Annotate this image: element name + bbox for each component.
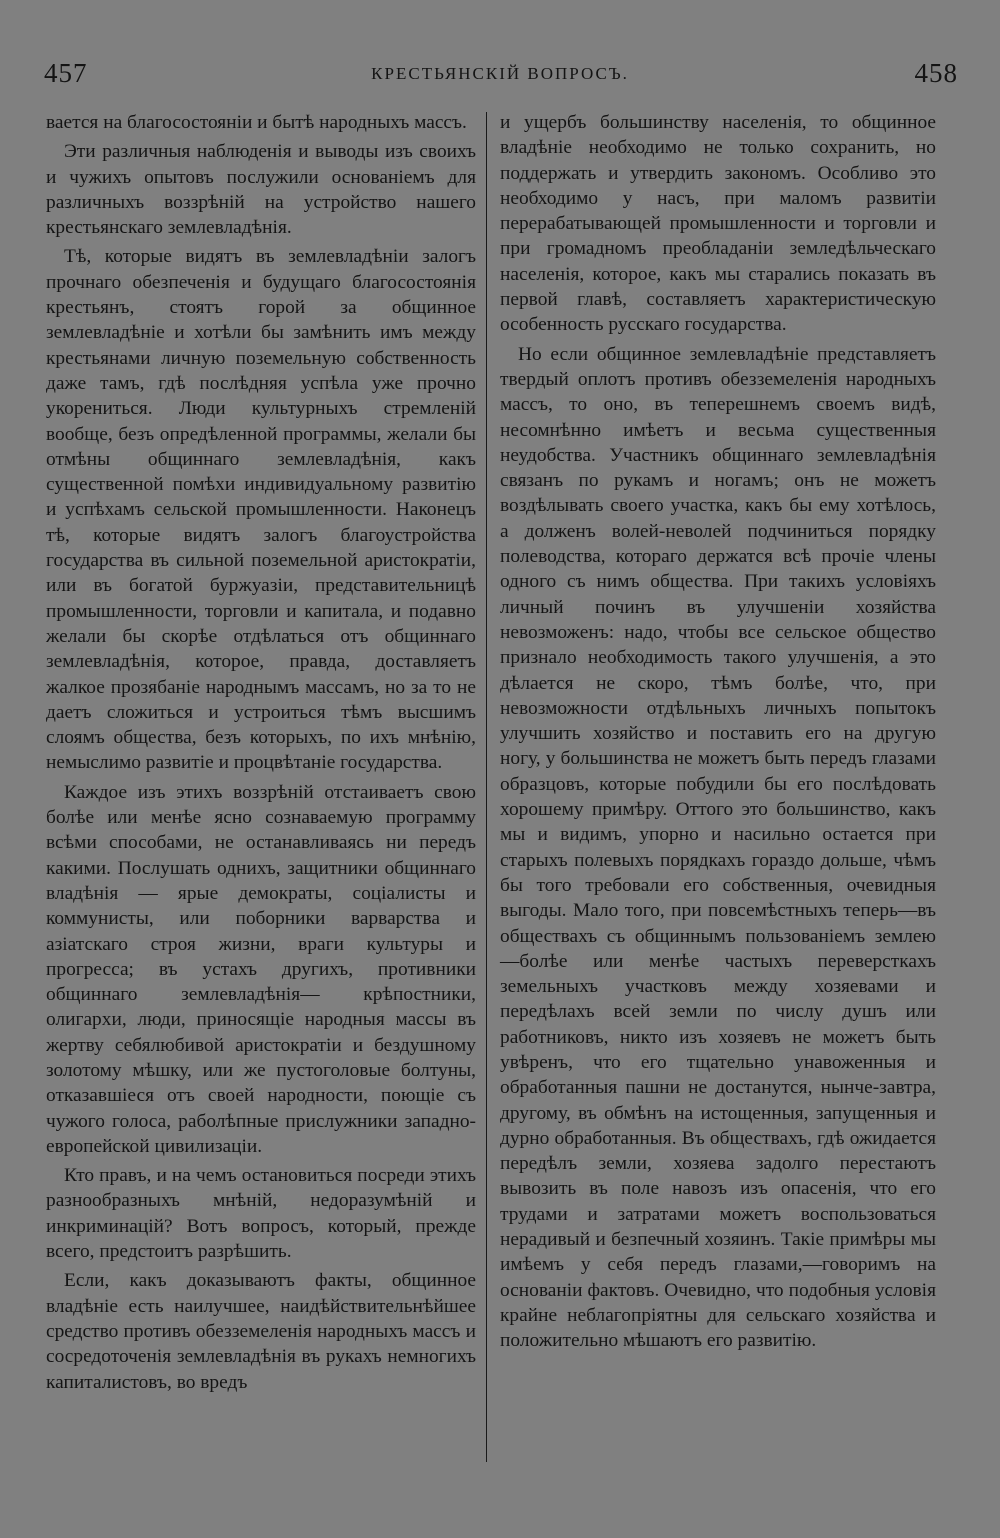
- paragraph: Но если общинное землевладѣніе представляетъ твердый оплотъ противъ обезземеленія народныхъ массъ, то оно, въ теперешнемъ своемъ видѣ, несомнѣнно имѣетъ и весьма существенныя неудобства. Участникъ общиннаго землевладѣнія связанъ по рукамъ и ногамъ; онъ не можетъ воздѣлывать своего участка, какъ бы ему хотѣлось, а долженъ волей-неволей подчиниться порядку полеводства, котораго держатся всѣ прочіе члены одного съ нимъ общества. При такихъ условіяхъ личный починъ въ улучшеніи хозяйства невозможенъ: надо, чтобы все сельское общество признало необходимость такого улучшенія, а это дѣлается не скоро, тѣмъ болѣе, что, при невозможности отдѣльныхъ личныхъ попытокъ улучшить хозяйство и поставить его на другую ногу, у большинства не можетъ быть передъ глазами образцовъ, которые побудили бы его послѣдовать хорошему примѣру. Оттого это большинство, какъ мы и видимъ, упорно и насильно остается при старыхъ полевыхъ порядкахъ гораздо дольше, чѣмъ бы того требовали его собственныя, очевидныя выгоды. Мало того, при повсемѣстныхъ теперь—въ обществахъ съ общиннымъ пользованіемъ землею—болѣе или менѣе частыхъ переверсткахъ земельныхъ участковъ между хозяевами и передѣлахъ всей земли по числу душъ или работниковъ, никто изъ хозяевъ не можетъ быть увѣренъ, что его тщательно унавоженныя и обработанныя пашни не достанутся, нынче-завтра, другому, въ обмѣнъ на истощенныя, запущенныя и дурно обработанныя. Въ обществахъ, гдѣ ожидается передѣлъ земли, хозяева задолго перестаютъ вывозить въ поле навозъ изъ опасенія, что его трудами и затратами можетъ воспользоваться нерадивый и безпечный хозяинъ. Такіе примѣры мы имѣемъ у себя передъ глазами,—говоримъ на основаніи фактовъ. Очевидно, что подобныя условія крайне неблагопріятны для сельскаго хозяйства и положительно мѣшаютъ его развитію.: [500, 343, 936, 1352]
- paragraph: Кто правъ, и на чемъ остановиться посреди этихъ разнообразныхъ мнѣній, недоразумѣній и инкриминацій? Вотъ вопросъ, который, прежде всего, предстоитъ разрѣшить.: [46, 1165, 476, 1263]
- running-title: КРЕСТЬЯНСКІЙ ВОПРОСЪ.: [371, 64, 629, 83]
- left-column: [46, 110, 476, 1395]
- page-number-left: 457: [44, 58, 88, 88]
- paragraph: Тѣ, которые видятъ въ землевладѣніи залогъ прочнаго обезпеченія и будущаго благосостоянія крестьянъ, стоятъ горой за общинное землевладѣніе и хотѣли бы замѣнить имъ между крестьянами личную поземельную собственность даже тамъ, гдѣ послѣдняя успѣла уже прочно укорениться. Люди культурныхъ стремленій вообще, безъ опредѣленной программы, желали бы отмѣны общиннаго землевладѣнія, какъ существенной помѣхи индивидуальному развитію и успѣхамъ сельской промышленности. Наконецъ тѣ, которые видятъ залогъ благоустройства государства въ сильной поземельной аристократіи, или въ богатой буржуазіи, представительницѣ промышленности, торговли и капитала, и подавно желали бы скорѣе отдѣлаться отъ общиннаго землевладѣнія, которое, правда, доставляетъ жалкое прозябаніе народнымъ массамъ, но за то не даетъ сложиться и устроиться тѣмъ высшимъ слоямъ общества, безъ которыхъ, по ихъ мнѣнію, немыслимо развитіе и процвѣтаніе государства.: [46, 246, 476, 774]
- paragraph: Эти различныя наблюденія и выводы изъ своихъ и чужихъ опытовъ послужили основаніемъ для различныхъ воззрѣній на устройство нашего крестьянскаго землевладѣнія.: [46, 141, 476, 239]
- page-header: [40, 54, 960, 94]
- paragraph: Если, какъ доказываютъ факты, общинное владѣніе есть наилучшее, наидѣйствительнѣйшее средство противъ обезземеленія народныхъ массъ и сосредоточенія землевладѣнія въ рукахъ немногихъ капиталистовъ, во вредъ: [46, 1270, 476, 1393]
- paragraph: вается на благосостояніи и бытѣ народныхъ массъ.: [46, 112, 467, 133]
- page-number-right: 458: [914, 58, 958, 88]
- paragraph: и ущербъ большинству населенія, то общинное владѣніе необходимо не только сохранить, но поддержать и утвердить закономъ. Особливо это необходимо у насъ, при маломъ развитіи перерабатывающей промышленности и торговли и при громадномъ преобладаніи земледѣльческаго населенія, которое, какъ мы старались показать въ первой главѣ, составляетъ характеристическую особенность русскаго государства.: [500, 112, 936, 336]
- column-divider: [486, 112, 487, 1462]
- paragraph: Каждое изъ этихъ воззрѣній отстаиваетъ свою болѣе или менѣе ясно сознаваемую программу всѣми способами, не останавливаясь ни передъ какими. Послушать однихъ, защитники общиннаго владѣнія — ярые демократы, соціалисты и коммунисты, или поборники варварства и азіатскаго строя жизни, враги культуры и прогресса; въ устахъ другихъ, противники общиннаго землевладѣнія— крѣпостники, олигархи, люди, приносящіе народныя массы въ жертву себялюбивой аристократіи и бездушному золотому мѣшку, или же пустоголовые болтуны, отказавшіеся отъ своей народности, поющіе съ чужого голоса, раболѣпные прислужники западно-европейской цивилизаціи.: [46, 781, 476, 1157]
- right-column: [500, 110, 936, 1354]
